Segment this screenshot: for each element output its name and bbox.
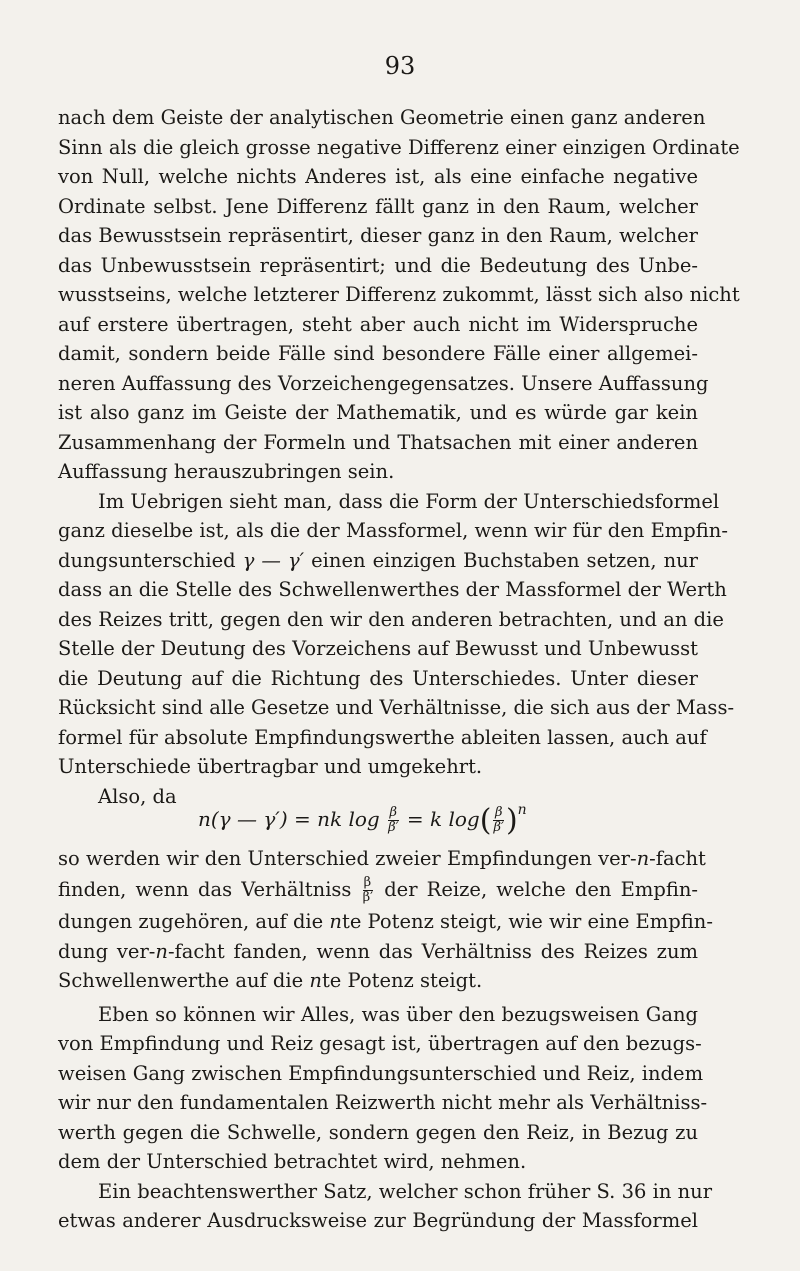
formula-block (58, 782, 698, 844)
text-line: von Empfindung und Reiz gesagt ist, übertragen auf den bezugs- (58, 1032, 702, 1055)
text-line: Sinn als die gleich grosse negative Differenz einer einzigen Ordinate (58, 135, 740, 159)
paragraph-1 (58, 103, 740, 487)
text-line (58, 844, 706, 874)
text-line: Rücksicht sind alle Gesetze und Verhältnisse, die sich aus der Mass- (58, 696, 735, 719)
text-fragment: finden, wenn das Verhältniss (58, 878, 352, 901)
text-line: weisen Gang zwischen Empfindungsunterschied und Reiz, indem (58, 1061, 704, 1085)
right-paren: ) (505, 802, 518, 838)
fraction-numerator: β (363, 875, 372, 890)
text-line (58, 873, 698, 907)
paragraph-4 (58, 1000, 708, 1177)
fraction-denominator: β′ (493, 819, 504, 835)
left-paren: ( (479, 802, 492, 838)
math-inline: n (309, 969, 322, 992)
text-line: dass an die Stelle des Schwellenwerthes der Massformel der Werth (58, 578, 727, 601)
text-line: Auffassung herauszubringen sein. (58, 460, 395, 483)
text-line: das Bewusstsein repräsentirt, dieser ganz in den Raum, welcher (58, 224, 698, 247)
fraction (388, 806, 398, 835)
text-fragment: -facht fanden, wenn das Verhältniss des Reizes zum (167, 939, 699, 963)
text-line (58, 937, 698, 967)
text-line: neren Auffassung des Vorzeichengegensatzes. Unsere Auffassung (58, 371, 709, 395)
text-fragment: Schwellenwerthe auf die (58, 969, 304, 992)
text-fragment: dungen zugehören, auf die (58, 910, 324, 933)
text-line: wir nur den fundamentalen Reizwerth nicht mehr als Verhältniss- (58, 1091, 708, 1114)
text-line: wusstseins, welche letzterer Differenz zukommt, lässt sich also nicht (58, 283, 740, 306)
text-fragment: dung ver- (58, 939, 156, 963)
text-line: werth gegen die Schwelle, sondern gegen den Reiz, in Bezug zu (58, 1120, 698, 1144)
text-line (58, 546, 698, 576)
text-line: die Deutung auf die Richtung des Unterschiedes. Unter dieser (58, 666, 698, 690)
text-line: etwas anderer Ausdrucksweise zur Begründung der Massformel (58, 1209, 698, 1232)
math-inline: n (329, 910, 342, 933)
fraction-numerator: β (389, 804, 398, 820)
text-line: Eben so können wir Alles, was über den bezugsweisen Gang (98, 1002, 698, 1026)
text-line: das Unbewusstsein repräsentirt; und die Bedeutung des Unbe- (58, 253, 698, 277)
formula-exponent: n (517, 801, 527, 818)
text-fragment: te Potenz steigt, wie wir eine Empfin- (341, 910, 713, 933)
text-line: dem der Unterschied betrachtet wird, nehmen. (58, 1150, 527, 1173)
text-line: Ordinate selbst. Jene Differenz fällt ganz in den Raum, welcher (58, 194, 698, 218)
fraction (493, 806, 503, 835)
paragraph-2 (58, 487, 735, 782)
fraction-denominator: β′ (362, 890, 374, 905)
text-line: ist also ganz im Geiste der Mathematik, und es würde gar kein (58, 401, 698, 424)
formula-intro: Also, da (98, 784, 177, 808)
formula-mid: = k log (406, 806, 480, 831)
text-line: Zusammenhang der Formeln und Thatsachen mit einer anderen (58, 430, 698, 454)
text-line: nach dem Geiste der analytischen Geometrie einen ganz anderen (58, 106, 706, 129)
text-line (58, 907, 713, 937)
text-line: ganz dieselbe ist, als die der Massformel, wenn wir für den Empfin- (58, 519, 728, 542)
text-line: Ein beachtenswerther Satz, welcher schon früher S. 36 in nur (98, 1179, 713, 1203)
text-fragment: der Reize, welche den Empfin- (384, 878, 698, 901)
math-inline: γ — γ′ (242, 548, 305, 572)
math-inline: n (155, 939, 168, 963)
fraction-numerator: β (494, 804, 503, 820)
text-line: Stelle der Deutung des Vorzeichens auf Bewusst und Unbewusst (58, 637, 698, 660)
math-inline: n (636, 846, 650, 870)
text-fragment: so werden wir den Unterschied zweier Empfindungen ver- (58, 846, 637, 870)
text-fragment: -facht (649, 846, 706, 870)
body-text (58, 103, 740, 1236)
formula-lhs: n(γ — γ′) = nk log (198, 806, 380, 831)
text-line: Im Uebrigen sieht man, dass die Form der Unterschiedsformel (98, 489, 720, 513)
text-line: von Null, welche nichts Anderes ist, als eine einfache negative (58, 165, 698, 188)
text-line: Unterschiede übertragbar und umgekehrt. (58, 755, 483, 778)
text-fragment: einen einzigen Buchstaben setzen, nur (311, 548, 699, 572)
text-fragment: te Potenz steigt. (321, 969, 483, 992)
text-line: damit, sondern beide Fälle sind besondere Fälle einer allgemei- (58, 342, 698, 365)
fraction-denominator: β′ (388, 819, 399, 835)
formula (198, 796, 527, 838)
text-line: auf erstere übertragen, steht aber auch nicht im Widerspruche (58, 312, 698, 336)
paragraph-5 (58, 1177, 713, 1236)
text-line: des Reizes tritt, gegen den wir den anderen betrachten, und an die (58, 607, 724, 631)
fraction (363, 876, 373, 905)
page-number: 93 (384, 52, 416, 80)
text-fragment: dungsunterschied (58, 548, 236, 572)
text-line: formel für absolute Empfindungswerthe ableiten lassen, auch auf (58, 725, 707, 749)
paragraph-3 (58, 844, 713, 996)
text-line (58, 966, 698, 996)
